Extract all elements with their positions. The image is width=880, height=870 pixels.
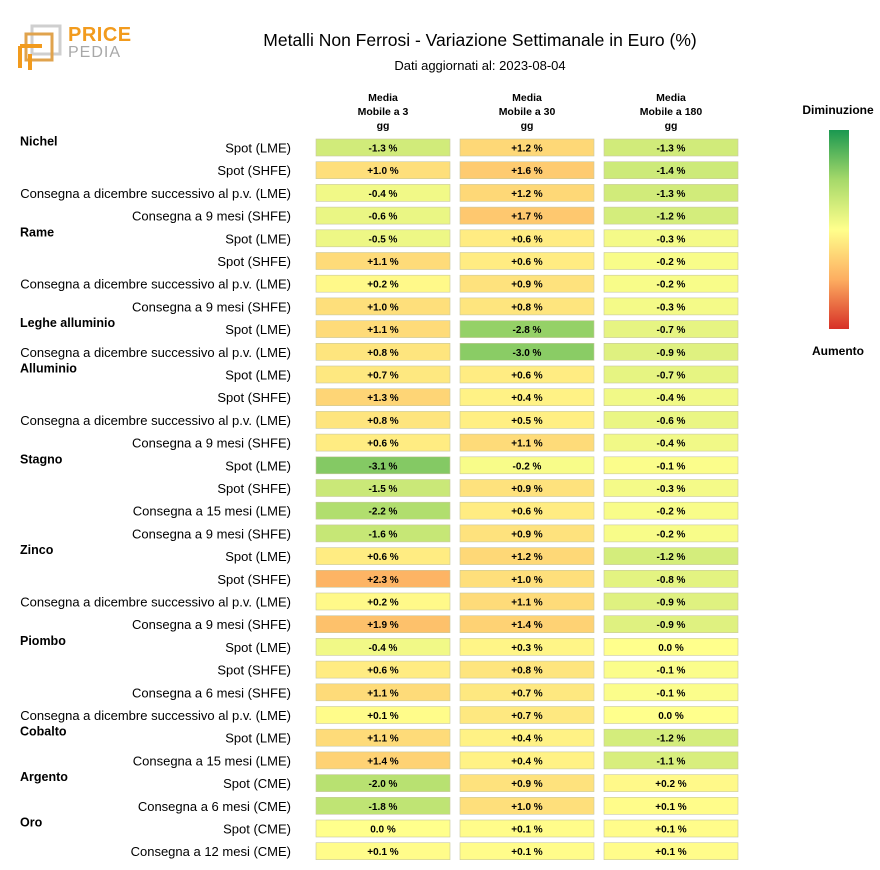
cell-value: -0.2 % — [656, 506, 686, 518]
cell-value: +0.2 % — [655, 779, 687, 791]
cell-value: +0.9 % — [511, 484, 543, 495]
group-label-argento: Argento — [20, 770, 68, 785]
column-header-3: gg — [664, 120, 678, 132]
row-label: Spot (SHFE) — [217, 163, 291, 179]
cell-value: +0.6 % — [511, 257, 543, 268]
row-label: Spot (LME) — [225, 231, 291, 247]
cell-value: -1.5 % — [368, 484, 398, 495]
row-label: Consegna a 6 mesi (SHFE) — [132, 685, 291, 701]
legend-colorbar — [829, 130, 849, 329]
cell-value: -0.1 % — [656, 665, 686, 677]
group-label-oro: Oro — [20, 815, 43, 830]
cell-value: +0.8 % — [367, 415, 399, 427]
cell-value: -2.0 % — [368, 779, 398, 791]
cell-value: 0.0 % — [370, 824, 396, 836]
row-label: Spot (LME) — [225, 367, 291, 383]
cell-value: -0.9 % — [656, 347, 686, 359]
row-label: Spot (LME) — [225, 458, 291, 474]
cell-value: 0.0 % — [658, 642, 684, 654]
cell-value: +0.3 % — [511, 642, 543, 654]
group-label-alluminio: Alluminio — [20, 361, 77, 376]
cell-value: +1.4 % — [367, 756, 399, 768]
cell-value: +0.9 % — [511, 279, 543, 291]
cell-value: -0.4 % — [368, 642, 398, 654]
cell-value: -0.6 % — [368, 211, 398, 223]
cell-value: -0.3 % — [656, 234, 686, 246]
cell-value: -3.0 % — [512, 347, 542, 359]
cell-value: +0.7 % — [511, 688, 543, 700]
cell-value: -1.8 % — [368, 801, 398, 813]
cell-value: +0.1 % — [655, 847, 687, 859]
cell-value: -1.2 % — [656, 211, 686, 223]
cell-value: +1.3 % — [367, 393, 399, 405]
row-label: Spot (LME) — [225, 140, 291, 156]
cell-value: +0.1 % — [511, 824, 543, 836]
cell-value: -0.1 % — [656, 461, 686, 473]
cell-value: +0.8 % — [367, 347, 399, 359]
cell-value: +0.1 % — [655, 801, 687, 813]
group-label-leghe-alluminio: Leghe alluminio — [20, 316, 116, 331]
cell-value: -0.2 % — [512, 461, 542, 473]
cell-value: -0.2 % — [656, 257, 686, 268]
cell-value: +2.3 % — [367, 574, 399, 586]
cell-value: +0.6 % — [367, 552, 399, 564]
cell-value: +0.9 % — [511, 779, 543, 791]
legend-bottom-label: Aumento — [812, 344, 864, 358]
row-label: Consegna a 9 mesi (SHFE) — [132, 208, 291, 224]
cell-value: +0.4 % — [511, 756, 543, 768]
column-header-1: Mobile a 3 — [357, 106, 409, 118]
group-label-zinco: Zinco — [20, 543, 54, 558]
cell-value: -0.2 % — [656, 529, 686, 541]
cell-value: +1.9 % — [367, 620, 399, 632]
chart-title: Metalli Non Ferrosi - Variazione Settimanale in Euro (%) — [263, 30, 697, 50]
group-label-nichel: Nichel — [20, 134, 58, 149]
column-header-2: Mobile a 30 — [498, 106, 556, 118]
cell-value: -0.7 % — [656, 370, 686, 382]
row-label: Consegna a 9 mesi (SHFE) — [132, 435, 291, 451]
row-label: Spot (SHFE) — [217, 481, 291, 496]
row-label: Spot (LME) — [225, 549, 291, 565]
logo-price-text: PRICE — [68, 24, 132, 46]
row-label: Spot (SHFE) — [217, 254, 291, 269]
cell-value: +1.2 % — [511, 552, 543, 564]
cell-value: -3.1 % — [368, 461, 398, 473]
row-label: Consegna a 6 mesi (CME) — [137, 798, 291, 814]
cell-value: +1.1 % — [367, 325, 399, 337]
cell-value: +1.7 % — [511, 211, 543, 223]
cell-value: -2.2 % — [368, 506, 398, 518]
column-header-1: Media — [368, 92, 398, 104]
cell-value: +1.0 % — [367, 302, 399, 314]
cell-value: +0.6 % — [367, 438, 399, 450]
cell-value: -0.9 % — [656, 620, 686, 632]
group-label-piombo: Piombo — [20, 633, 66, 648]
row-label: Consegna a 9 mesi (SHFE) — [132, 526, 291, 542]
row-label: Spot (LME) — [225, 639, 291, 655]
cell-value: +1.1 % — [511, 597, 543, 609]
cell-value: -0.3 % — [656, 484, 686, 495]
cell-value: +0.7 % — [367, 370, 399, 382]
cell-value: +1.0 % — [511, 801, 543, 813]
cell-value: -0.3 % — [656, 302, 686, 314]
cell-value: +0.1 % — [511, 847, 543, 859]
row-label: Spot (CME) — [223, 776, 291, 792]
row-label: Consegna a 15 mesi (LME) — [132, 753, 291, 769]
cell-value: -0.9 % — [656, 597, 686, 609]
cell-value: -0.5 % — [368, 234, 398, 246]
group-label-rame: Rame — [20, 225, 55, 240]
row-label: Consegna a 9 mesi (SHFE) — [132, 617, 291, 633]
cell-value: -1.3 % — [368, 143, 398, 155]
column-header-3: Mobile a 180 — [639, 106, 703, 118]
row-label: Consegna a dicembre successivo al p.v. (LME) — [20, 185, 291, 201]
cell-value: +1.6 % — [511, 166, 543, 178]
cell-value: +0.7 % — [511, 711, 543, 722]
cell-value: +1.4 % — [511, 620, 543, 632]
cell-value: -2.8 % — [512, 325, 542, 337]
cell-value: -0.2 % — [656, 279, 686, 291]
cell-value: +0.8 % — [511, 665, 543, 677]
cell-value: -1.6 % — [368, 529, 398, 541]
cell-value: +1.2 % — [511, 143, 543, 155]
cell-value: +1.1 % — [367, 688, 399, 700]
row-label: Spot (SHFE) — [217, 390, 291, 406]
cell-value: 0.0 % — [658, 711, 684, 722]
cell-value: +0.2 % — [367, 597, 399, 609]
cell-value: +0.1 % — [655, 824, 687, 836]
cell-value: +0.6 % — [511, 370, 543, 382]
cell-value: +0.9 % — [511, 529, 543, 541]
row-label: Spot (LME) — [225, 730, 291, 746]
cell-value: -1.2 % — [656, 733, 686, 745]
cell-value: +1.2 % — [511, 188, 543, 200]
chart-subtitle: Dati aggiornati al: 2023-08-04 — [394, 58, 566, 73]
column-header-3: Media — [656, 92, 686, 104]
cell-value: -0.6 % — [656, 415, 686, 427]
cell-value: -0.8 % — [656, 574, 686, 586]
logo-pedia-text: PEDIA — [68, 44, 122, 61]
row-label: Spot (LME) — [225, 322, 291, 338]
row-label: Consegna a dicembre successivo al p.v. (LME) — [20, 344, 291, 360]
cell-value: -0.4 % — [656, 438, 686, 450]
cell-value: +0.1 % — [367, 711, 399, 722]
row-label: Consegna a dicembre successivo al p.v. (LME) — [20, 594, 291, 610]
row-label: Consegna a dicembre successivo al p.v. (LME) — [20, 276, 291, 292]
cell-value: -0.7 % — [656, 325, 686, 337]
cell-value: +0.6 % — [367, 665, 399, 677]
row-label: Consegna a 9 mesi (SHFE) — [132, 299, 291, 315]
cell-value: -1.3 % — [656, 143, 686, 155]
column-header-2: Media — [512, 92, 542, 104]
cell-value: +0.8 % — [511, 302, 543, 314]
cell-value: -0.4 % — [656, 393, 686, 405]
cell-value: +1.1 % — [367, 733, 399, 745]
row-label: Spot (CME) — [223, 821, 291, 837]
cell-value: +0.2 % — [367, 279, 399, 291]
cell-value: -1.2 % — [656, 552, 686, 564]
row-label: Consegna a 15 mesi (LME) — [132, 503, 291, 519]
cell-value: +0.1 % — [367, 847, 399, 859]
cell-value: -1.1 % — [656, 756, 686, 768]
row-label: Consegna a 12 mesi (CME) — [130, 844, 291, 860]
row-label: Spot (SHFE) — [217, 571, 291, 587]
cell-value: +1.0 % — [367, 166, 399, 178]
cell-value: +1.1 % — [367, 257, 399, 268]
row-label: Consegna a dicembre successivo al p.v. (LME) — [20, 708, 291, 723]
cell-value: +0.6 % — [511, 506, 543, 518]
column-header-1: gg — [376, 120, 390, 132]
cell-value: -0.4 % — [368, 188, 398, 200]
cell-value: +0.5 % — [511, 415, 543, 427]
cell-value: +0.6 % — [511, 234, 543, 246]
column-header-2: gg — [520, 120, 534, 132]
legend-top-label: Diminuzione — [802, 103, 874, 117]
cell-value: +1.0 % — [511, 574, 543, 586]
group-label-stagno: Stagno — [20, 452, 63, 467]
group-label-cobalto: Cobalto — [20, 724, 67, 739]
cell-value: -1.4 % — [656, 166, 686, 178]
cell-value: +1.1 % — [511, 438, 543, 450]
cell-value: -0.1 % — [656, 688, 686, 700]
cell-value: -1.3 % — [656, 188, 686, 200]
cell-value: +0.4 % — [511, 733, 543, 745]
row-label: Spot (SHFE) — [217, 662, 291, 678]
cell-value: +0.4 % — [511, 393, 543, 405]
row-label: Consegna a dicembre successivo al p.v. (LME) — [20, 412, 291, 428]
